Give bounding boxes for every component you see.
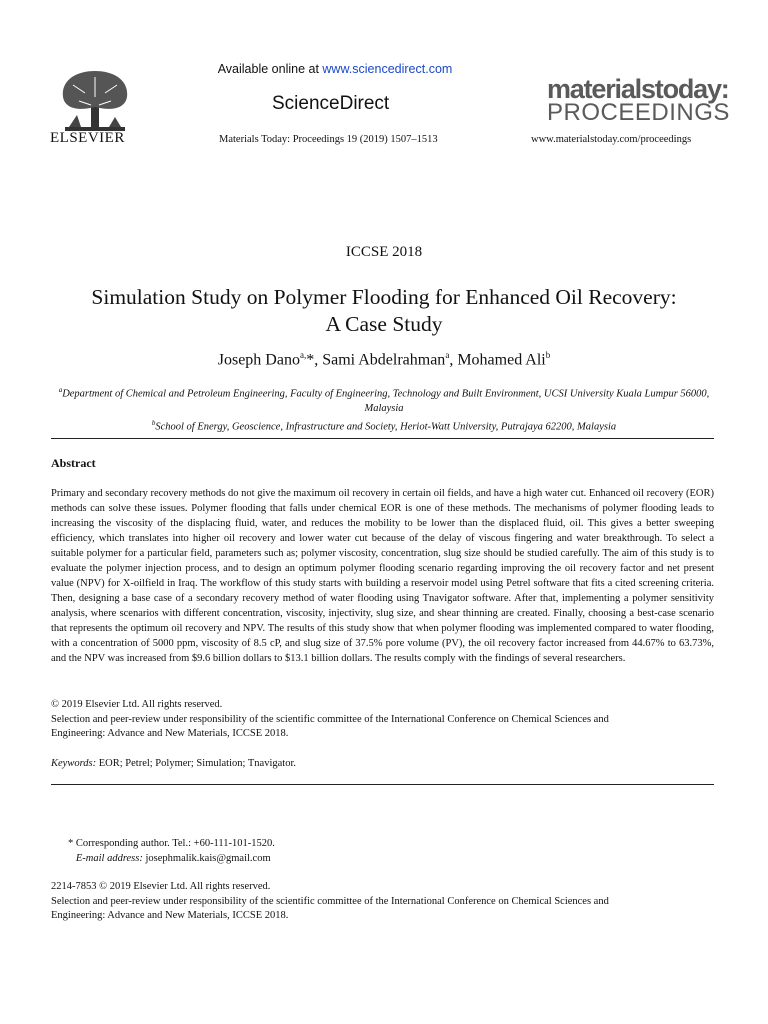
paper-title-line2: A Case Study: [325, 312, 443, 336]
author-separator: *,: [306, 351, 323, 369]
author-name: Joseph Dano: [217, 351, 300, 369]
author-affiliation-mark: a,: [299, 350, 307, 360]
keywords-list: EOR; Petrel; Polymer; Simulation; Tnavigator.: [96, 758, 296, 769]
materials-today-logo-line1: materialstoday:: [547, 74, 729, 104]
materials-today-logo: [547, 76, 730, 125]
conference-name: ICCSE 2018: [345, 244, 423, 260]
author-name: Mohamed Ali: [457, 351, 546, 369]
abstract-heading: Abstract: [51, 456, 96, 470]
available-online-text: Available online at: [217, 62, 323, 76]
sciencedirect-title: ScienceDirect: [272, 93, 390, 114]
elsevier-wordmark: ELSEVIER: [50, 130, 125, 146]
email-address[interactable]: josephmalik.kais@gmail.com: [142, 853, 271, 864]
copyright-line: © 2019 Elsevier Ltd. All rights reserved.: [51, 699, 223, 710]
author-list: [0, 350, 768, 369]
author-affiliation-mark: b: [545, 350, 551, 360]
keywords-line: [51, 758, 296, 769]
sciencedirect-link[interactable]: www.sciencedirect.com: [322, 62, 453, 76]
copyright-block: [51, 698, 609, 742]
peer-review-line: Selection and peer-review under responsibility of the scientific committee of the International Conference on Chemical Sciences and: [51, 713, 609, 725]
affiliation-b-mark: b: [151, 418, 156, 427]
paper-title-line1: Simulation Study on Polymer Flooding for Enhanced Oil Recovery:: [91, 285, 677, 309]
materials-today-logo-line2: PROCEEDINGS: [547, 99, 730, 126]
materials-today-url[interactable]: www.materialstoday.com/proceedings: [531, 134, 692, 145]
affiliations: [52, 383, 716, 434]
divider-top: [51, 438, 714, 439]
author-name: Sami Abdelrahman: [322, 351, 446, 369]
divider-bottom: [51, 784, 714, 785]
corresponding-author-note: [68, 836, 275, 866]
affiliation-b: [52, 416, 716, 435]
corresponding-author-email: [68, 851, 275, 866]
affiliation-b-text: School of Energy, Geoscience, Infrastructure and Society, Heriot-Watt University, Putrajaya 62200, Malaysia: [155, 421, 617, 432]
issn-footer: [51, 880, 609, 924]
affiliation-a-text: Department of Chemical and Petroleum Engineering, Faculty of Engineering, Technology and Built Environment, UCSI University Kuala Lumpur 56000, Malaysia: [62, 388, 710, 414]
author-affiliation-mark: a: [445, 350, 450, 360]
corresponding-author-tel: * Corresponding author. Tel.: +60-111-101-1520.: [68, 838, 275, 849]
author-separator: ,: [449, 351, 458, 369]
keywords-label: Keywords:: [51, 758, 97, 769]
journal-reference: Materials Today: Proceedings 19 (2019) 1507–1513: [219, 134, 438, 145]
footer-peer-review-line: Engineering: Advance and New Materials, ICCSE 2018.: [51, 910, 289, 921]
affiliation-a-mark: a: [58, 386, 63, 394]
affiliation-a: [52, 383, 716, 416]
abstract-body: Primary and secondary recovery methods do not give the maximum oil recovery in certain oil fields, and have a high water cut. Enhanced oil recovery (EOR) methods can solve these issues. Polymer flooding that falls under chemical EOR is one of these methods. The mechanisms of polymer flooding leads to increasing the viscosity of the displacing fluid, water, and reduces the mobility to be lower than the displaced fluid, oil. This gives a better sweeping efficiency, which translates into higher oil recovery and lower water cut because of the delay of viscous fingering and water breakthrough. To select a suitable polymer for a particular field, parameters such as; polymer viscosity, concentration, slug size should be studied carefully. The aim of this study is to evaluate the polymer injection process, and to design an optimum polymer flooding scenario regarding improving the oil recovery factor and net present value (NPV) for X-oilfield in Iraq. The workflow of this study starts with building a reservoir model using Petrel software that fits a cited screening criteria. Then, designing a base case of a secondary recovery method of water flooding using Tnavigator software. After that, implementing a polymer sensitivity analysis, where scenarios with different concentration, viscosity, injectivity, slug size, and shear thinning are created. Finally, choosing a best-case scenario that represents the optimum oil recovery and NPV. The results of this study show that when polymer flooding was implemented compared to water flooding, with a concentration of 5000 ppm, viscosity of 8.5 cP, and slug size of 37.5% pore volume (PV), the oil recovery factor increased from 44.67% to 63.73%, and the NPV was increased from $9.6 billion dollars to $13.1 billion dollars. The results comply with the findings of several researchers.: [51, 488, 714, 664]
peer-review-line: Engineering: Advance and New Materials, ICCSE 2018.: [51, 728, 289, 739]
issn-line: 2214-7853 © 2019 Elsevier Ltd. All rights reserved.: [51, 881, 271, 892]
email-label: E-mail address:: [75, 853, 143, 864]
footer-peer-review-line: Selection and peer-review under responsibility of the scientific committee of the International Conference on Chemical Sciences and: [51, 895, 609, 907]
paper-title: [40, 284, 728, 338]
